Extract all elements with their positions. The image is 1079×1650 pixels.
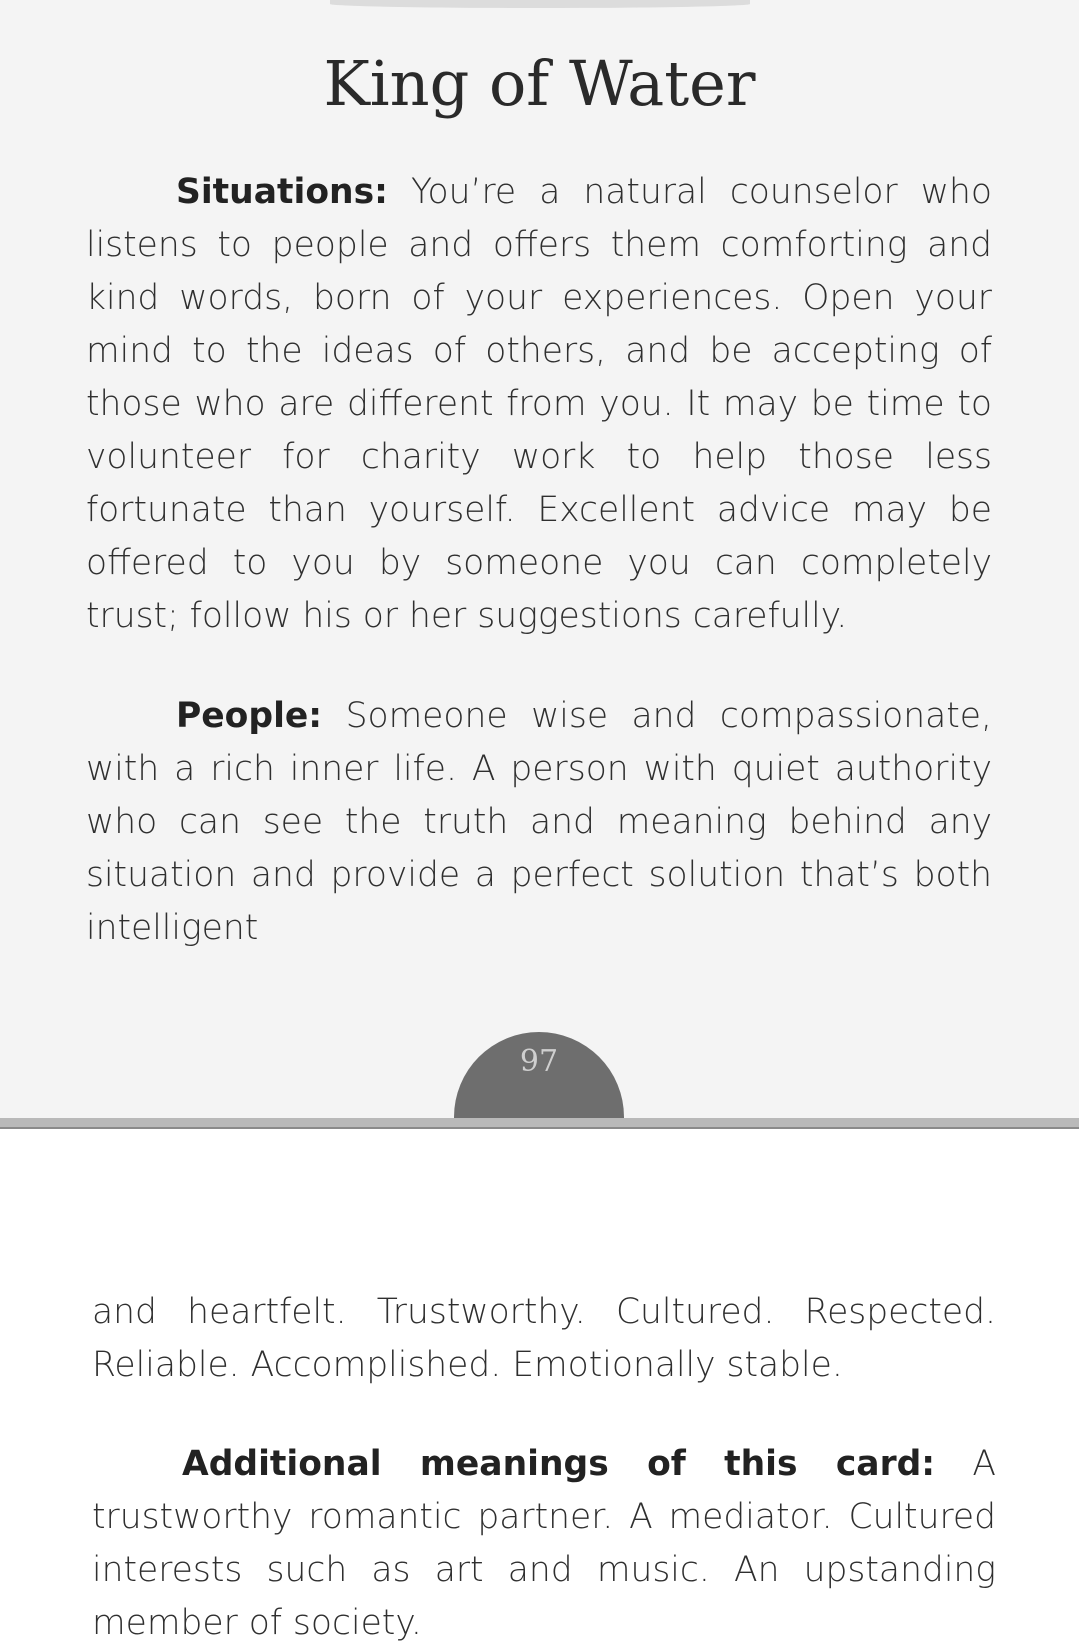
people-text: Someone wise and compassionate, with a rich inner life. A person with quiet authority who can see the truth and meaning behind any situation and provide a perfect solution that’s both intelligent — [86, 696, 992, 948]
additional-meanings-paragraph — [92, 1438, 996, 1650]
people-paragraph — [86, 690, 992, 955]
situations-heading: Situations: — [176, 172, 388, 212]
people-continued-paragraph: and heartfelt. Trustworthy. Cultured. Respected. Reliable. Accomplished. Emotionally stable. — [92, 1292, 996, 1385]
page-edge-shadow — [330, 0, 750, 8]
people-heading: People: — [176, 696, 323, 736]
page-divider — [0, 1118, 1079, 1129]
page-number: 97 — [519, 1044, 559, 1079]
additional-meanings-heading: Additional meanings of this card: — [182, 1444, 936, 1484]
situations-text: You’re a natural counselor who listens to people and offers them comforting and kind words, born of your experiences. Open your mind to the ideas of others, and be accepting of those who are different from you. It may be time to volunteer for charity work to help those less fortunate than yourself. Excellent advice may be offered to you by someone you can completely trust; follow his or her suggestions carefully. — [86, 172, 992, 636]
situations-paragraph — [86, 166, 992, 643]
card-title: King of Water — [323, 47, 756, 120]
additional-meanings-text: A trustworthy romantic partner. A mediator. Cultured interests such as art and music. An upstanding member of society. — [92, 1444, 996, 1643]
